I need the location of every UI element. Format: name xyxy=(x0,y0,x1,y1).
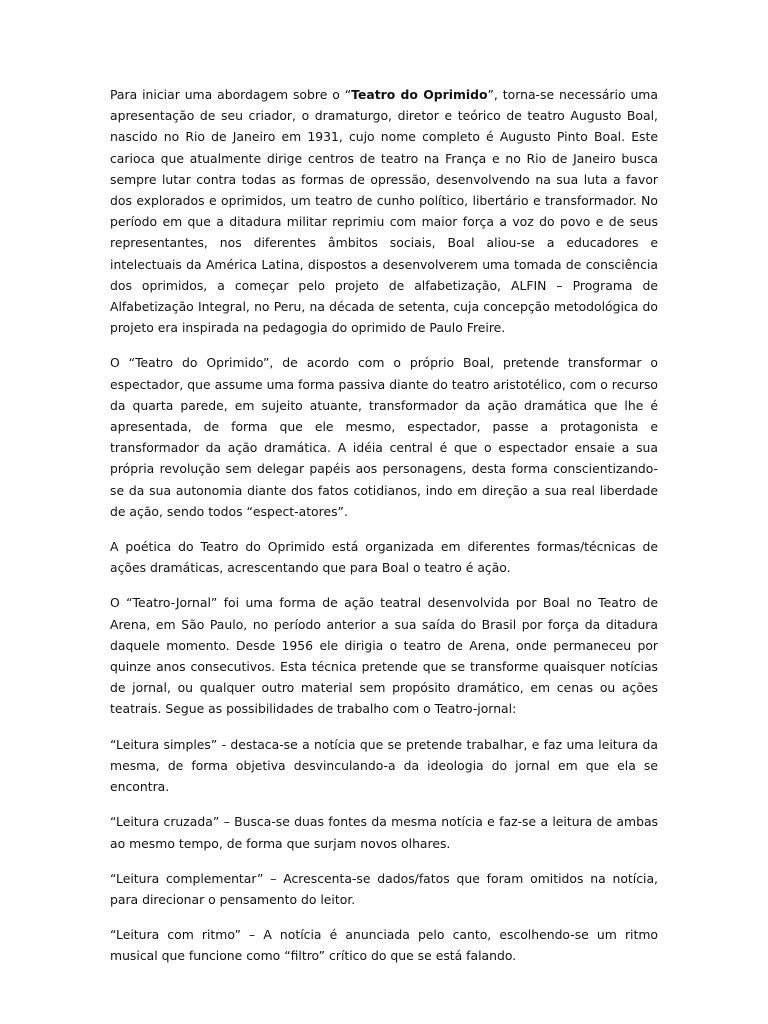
document-body xyxy=(110,84,658,981)
paragraph-intro xyxy=(110,84,658,338)
teatro-do-oprimido-bold: Teatro do Oprimido xyxy=(351,87,488,102)
paragraph-leitura-complementar: “Leitura complementar” – Acrescenta-se dados/fatos que foram omitidos na notícia, para direcionar o pensamento do leitor. xyxy=(110,870,658,907)
paragraph-leitura-simples: “Leitura simples” - destaca-se a notícia que se pretende trabalhar, e faz uma leitura da mesma, de forma objetiva desvinculando-a da ideologia do jornal em que ela se encontra. xyxy=(110,736,658,795)
paragraph-intro-rest: ”, torna-se necessário uma apresentação de seu criador, o dramaturgo, diretor e teórico de teatro Augusto Boal, nascido no Rio de Janeiro em 1931, cujo nome completo é Augusto Pinto Boal. Este carioca que atualmente dirige centros de teatro na França e no Rio de Janeiro busca sempre lutar contra todas as formas de opressão, desenvolvendo na sua luta a favor dos explorados e oprimidos, um teatro de cunho político, libertário e transformador. No período em que a ditadura militar reprimiu com maior força a voz do povo e de seus representantes, nos diferentes âmbitos sociais, Boal aliou-se a educadores e intelectuais da América Latina, dispostos a desenvolverem uma tomada de consciência dos oprimidos, a começar pelo projeto de alfabetização, ALFIN – Programa de Alfabetização Integral, no Peru, na década de setenta, cuja concepção metodológica do projeto era inspirada na pedagogia do oprimido de Paulo Freire. xyxy=(110,87,658,336)
paragraph-poetica: A poética do Teatro do Oprimido está organizada em diferentes formas/técnicas de ações dramáticas, acrescentando que para Boal o teatro é ação. xyxy=(110,539,658,576)
paragraph-teatro-do-oprimido: O “Teatro do Oprimido”, de acordo com o próprio Boal, pretende transformar o espectador, que assume uma forma passiva diante do teatro aristotélico, com o recurso da quarta parede, em sujeito atuante, transformador da ação dramática que lhe é apresentada, de forma que ele mesmo, espectador, passe a protagonista e transformador da ação dramática. A idéia central é que o espectador ensaie a sua própria revolução sem delegar papéis aos personagens, desta forma conscientizando-se da sua autonomia diante dos fatos cotidianos, indo em direção a sua real liberdade de ação, sendo todos “espect-atores”. xyxy=(110,355,658,519)
paragraph-intro-lead: Para iniciar uma abordagem sobre o “ xyxy=(110,87,352,102)
paragraph-leitura-com-ritmo: “Leitura com ritmo” – A notícia é anunciada pelo canto, escolhendo-se um ritmo musical que funcione como “filtro” crítico do que se está falando. xyxy=(110,927,658,964)
paragraph-leitura-cruzada: “Leitura cruzada” – Busca-se duas fontes da mesma notícia e faz-se a leitura de ambas ao mesmo tempo, de forma que surjam novos olhares. xyxy=(110,814,658,851)
paragraph-teatro-jornal: O “Teatro-Jornal” foi uma forma de ação teatral desenvolvida por Boal no Teatro de Arena, em São Paulo, no período anterior a sua saída do Brasil por força da ditadura daquele momento. Desde 1956 ele dirigia o teatro de Arena, onde permaneceu por quinze anos consecutivos. Esta técnica pretende que se transforme quaisquer notícias de jornal, ou qualquer outro material sem propósito dramático, em cenas ou ações teatrais. Segue as possibilidades de trabalho com o Teatro-jornal: xyxy=(110,595,658,717)
